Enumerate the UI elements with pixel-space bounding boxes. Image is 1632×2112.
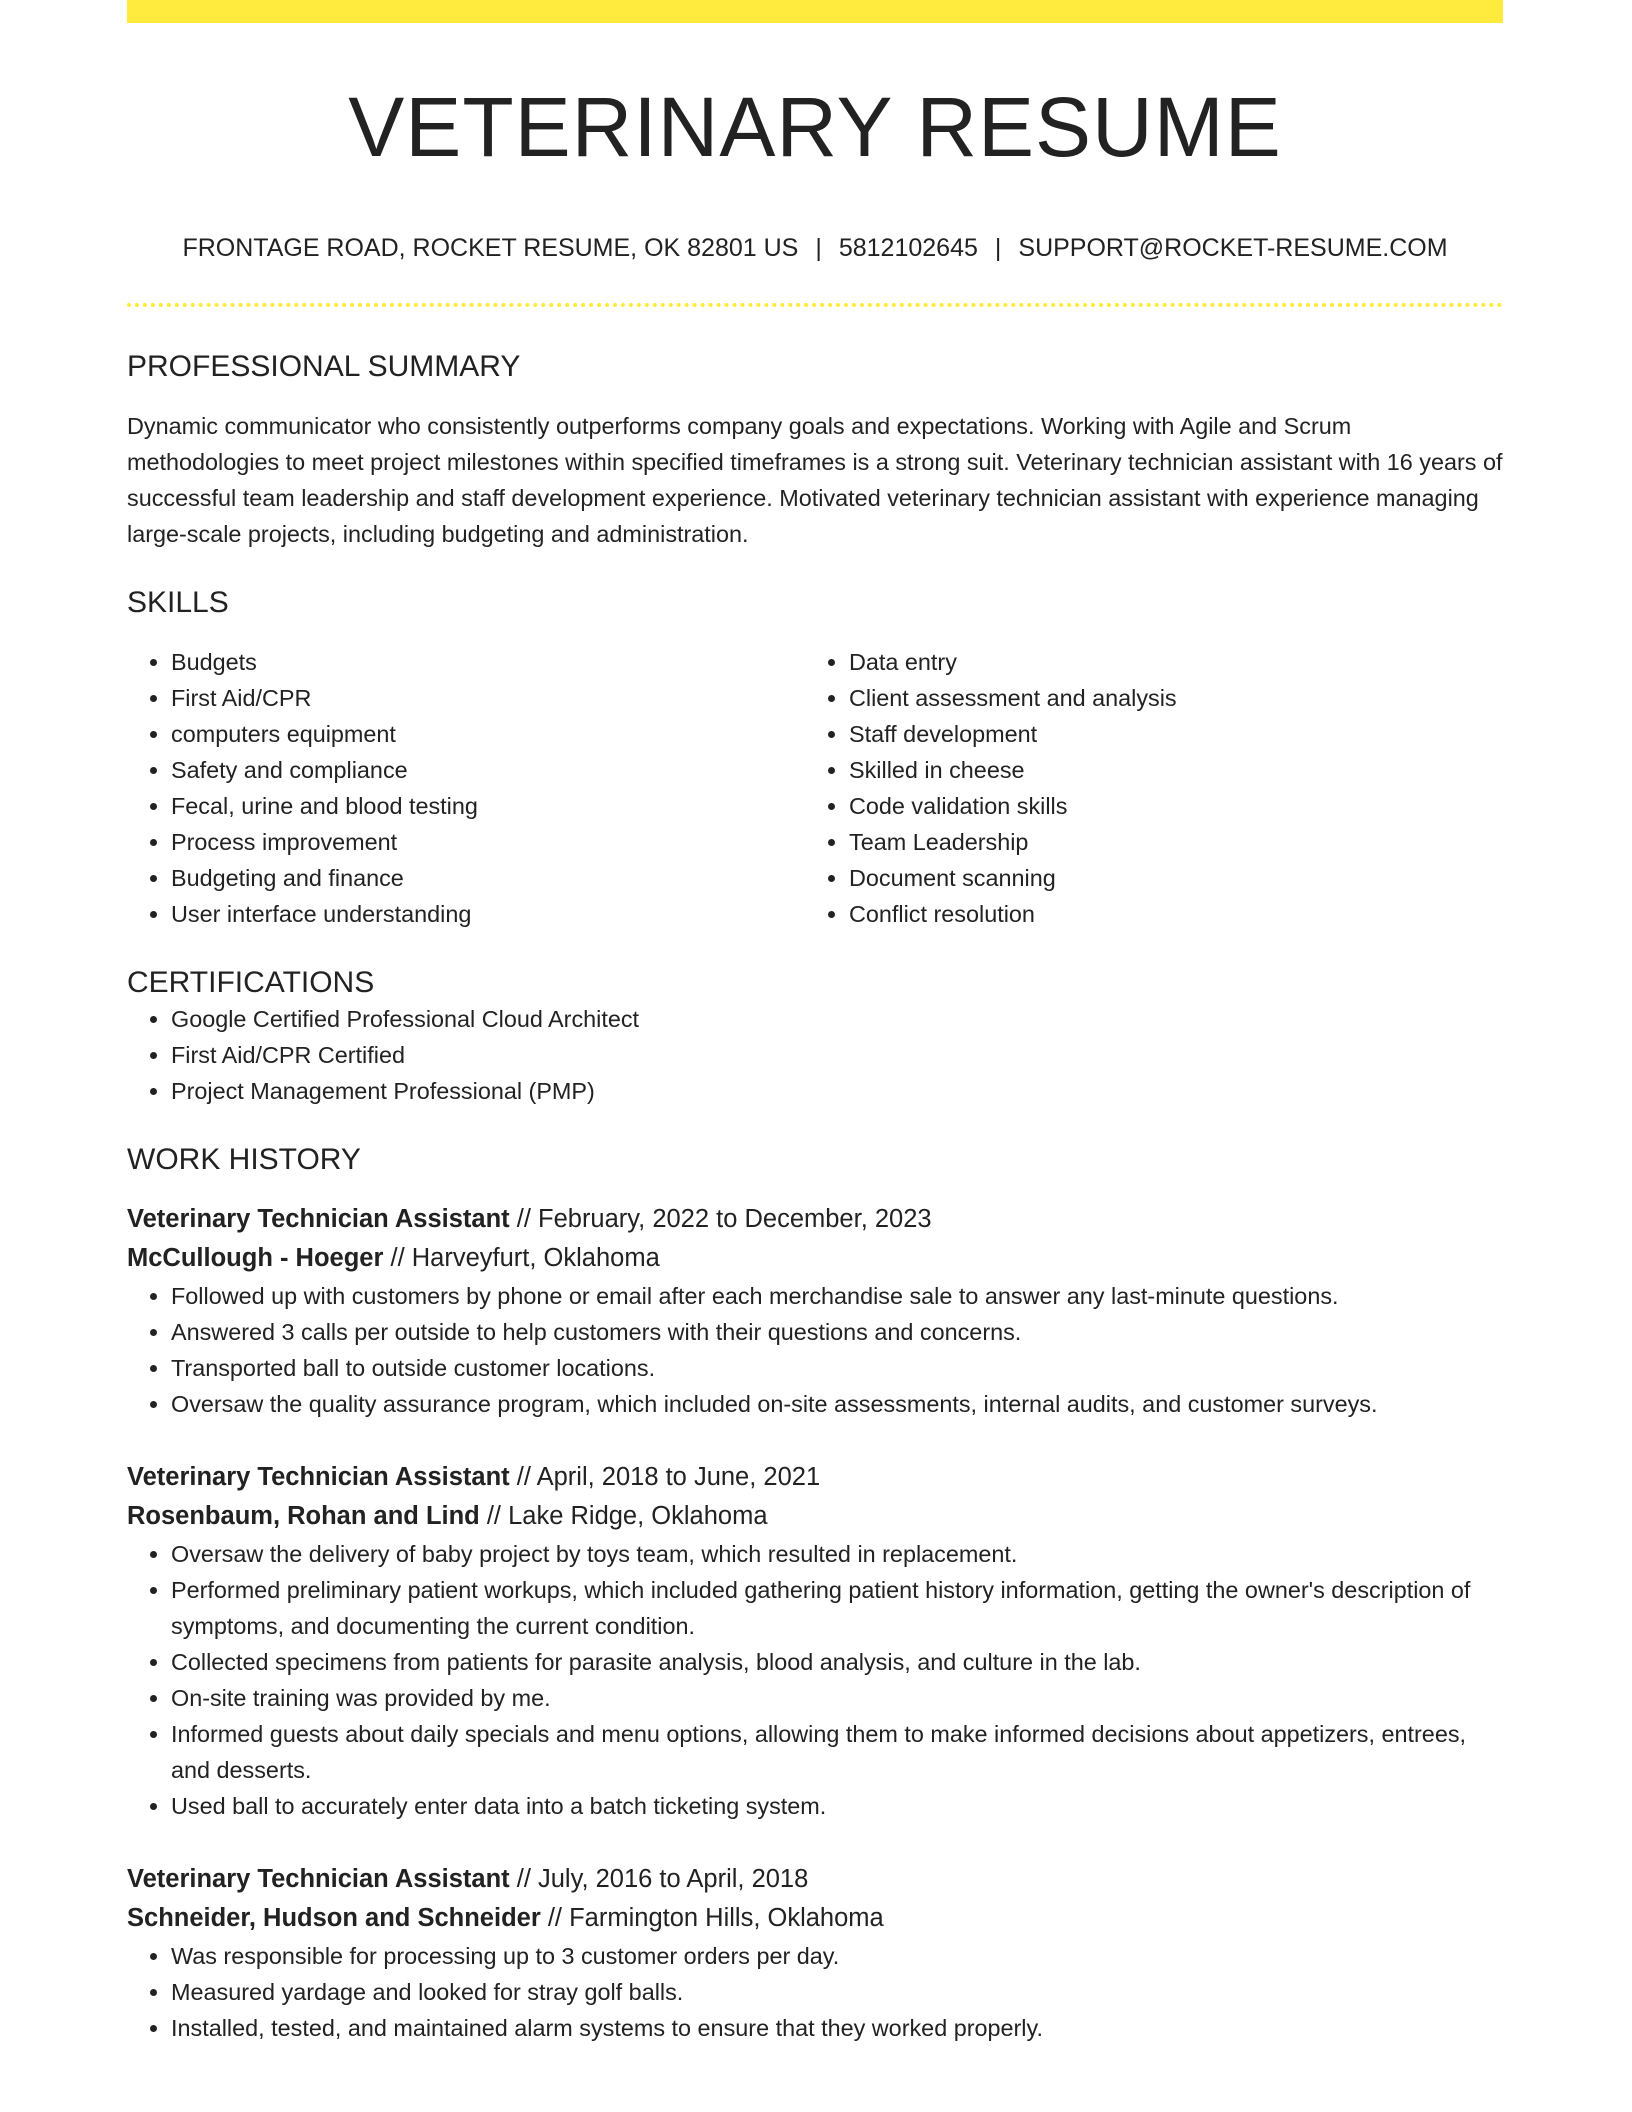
contact-address: FRONTAGE ROAD, ROCKET RESUME, OK 82801 US [182, 234, 799, 262]
certifications-section [127, 965, 1503, 1109]
job-title-line [127, 1200, 1503, 1239]
summary-text: Dynamic communicator who consistently outperforms company goals and expectations. Working with Agile and Scrum methodologies to meet project milestones within specified timeframes is a strong suit. Veterinary technician assistant with 16 years of successful team leadership and staff development experience. Motivated veterinary technician assistant with experience managing large-scale projects, including budgeting and administration. [127, 413, 1503, 547]
skills-column-left [127, 644, 805, 932]
job-bullet-list [127, 1938, 1503, 2046]
contact-line [127, 233, 1503, 263]
job-bullet: • Oversaw the quality assurance program, which included on-site assessments, internal audits, and customer surveys. [171, 1386, 1503, 1422]
skill-item: • First Aid/CPR [171, 680, 805, 716]
job-entry [127, 1860, 1503, 2046]
job-bullet: • Performed preliminary patient workups, which included gathering patient history information, getting the owner's description of symptoms, and documenting the current condition. [171, 1572, 1503, 1644]
job-bullet-list [127, 1536, 1503, 1824]
job-company-line [127, 1497, 1503, 1536]
job-location: Farmington Hills, Oklahoma [569, 1904, 884, 1932]
dotted-divider [127, 303, 1503, 307]
skill-item: • Budgets [171, 644, 805, 680]
job-entry [127, 1458, 1503, 1824]
job-bullet: • Collected specimens from patients for parasite analysis, blood analysis, and culture in the lab. [171, 1644, 1503, 1680]
certification-item: • First Aid/CPR Certified [171, 1037, 1503, 1073]
job-bullet: • Answered 3 calls per outside to help customers with their questions and concerns. [171, 1314, 1503, 1350]
job-entry [127, 1200, 1503, 1422]
job-divider: // [509, 1865, 538, 1893]
job-title-line [127, 1860, 1503, 1899]
skill-item: • Staff development [849, 716, 1483, 752]
job-bullet: • Informed guests about daily specials and menu options, allowing them to make informed decisions about appetizers, entrees, and desserts. [171, 1716, 1503, 1788]
job-role: Veterinary Technician Assistant [127, 1463, 510, 1491]
contact-email: SUPPORT@ROCKET-RESUME.COM [1018, 234, 1448, 262]
certifications-heading: CERTIFICATIONS [127, 966, 375, 999]
job-bullet: • Followed up with customers by phone or email after each merchandise sale to answer any last-minute questions. [171, 1278, 1503, 1314]
certifications-list [127, 1001, 1503, 1109]
job-title-line [127, 1458, 1503, 1497]
resume-page [127, 0, 1503, 2046]
accent-top-bar [127, 0, 1503, 23]
skill-item: • Conflict resolution [849, 896, 1483, 932]
skill-item: • Budgeting and finance [171, 860, 805, 896]
skills-list-right [805, 644, 1483, 932]
skill-item: • Safety and compliance [171, 752, 805, 788]
resume-name: VETERINARY RESUME [348, 80, 1282, 174]
skill-item: • Skilled in cheese [849, 752, 1483, 788]
job-bullet-list [127, 1278, 1503, 1422]
work-history-section [127, 1142, 1503, 2046]
job-divider: // [540, 1904, 570, 1932]
skills-grid [127, 644, 1503, 932]
skill-item: • Data entry [849, 644, 1483, 680]
skills-list-left [127, 644, 805, 932]
job-company-line [127, 1239, 1503, 1278]
job-bullet: • Transported ball to outside customer locations. [171, 1350, 1503, 1386]
skill-item: • computers equipment [171, 716, 805, 752]
job-location: Harveyfurt, Oklahoma [411, 1244, 660, 1272]
job-bullet: • Installed, tested, and maintained alarm systems to ensure that they worked properly. [171, 2010, 1503, 2046]
job-bullet: • On-site training was provided by me. [171, 1680, 1503, 1716]
job-divider: // [479, 1502, 509, 1530]
job-company: Rosenbaum, Rohan and Lind [127, 1502, 480, 1530]
skills-section [127, 585, 1503, 932]
job-divider: // [509, 1205, 538, 1233]
contact-separator: | [815, 234, 822, 262]
skills-column-right [805, 644, 1483, 932]
skill-item: • Code validation skills [849, 788, 1483, 824]
job-dates: February, 2022 to December, 2023 [538, 1205, 932, 1233]
contact-phone: 5812102645 [838, 234, 978, 262]
summary-heading: PROFESSIONAL SUMMARY [127, 350, 521, 383]
job-company-line [127, 1899, 1503, 1938]
job-dates: April, 2018 to June, 2021 [536, 1463, 821, 1491]
skill-item: • Document scanning [849, 860, 1483, 896]
certification-item: • Google Certified Professional Cloud Architect [171, 1001, 1503, 1037]
work-history-heading: WORK HISTORY [127, 1143, 361, 1176]
contact-separator: | [994, 234, 1002, 262]
job-dates: July, 2016 to April, 2018 [538, 1865, 809, 1893]
job-bullet: • Used ball to accurately enter data into a batch ticketing system. [171, 1788, 1503, 1824]
job-role: Veterinary Technician Assistant [127, 1205, 510, 1233]
job-location: Lake Ridge, Oklahoma [508, 1502, 768, 1530]
job-bullet: • Oversaw the delivery of baby project by toys team, which resulted in replacement. [171, 1536, 1503, 1572]
job-company: McCullough - Hoeger [127, 1244, 384, 1272]
certification-item: • Project Management Professional (PMP) [171, 1073, 1503, 1109]
skills-heading: SKILLS [127, 586, 229, 619]
job-divider: // [509, 1463, 537, 1491]
skill-item: • User interface understanding [171, 896, 805, 932]
skill-item: • Client assessment and analysis [849, 680, 1483, 716]
job-company: Schneider, Hudson and Schneider [127, 1904, 541, 1932]
skill-item: • Process improvement [171, 824, 805, 860]
job-bullet: • Was responsible for processing up to 3 customer orders per day. [171, 1938, 1503, 1974]
skill-item: • Team Leadership [849, 824, 1483, 860]
job-role: Veterinary Technician Assistant [127, 1865, 510, 1893]
job-bullet: • Measured yardage and looked for stray golf balls. [171, 1974, 1503, 2010]
skill-item: • Fecal, urine and blood testing [171, 788, 805, 824]
summary-section [127, 349, 1503, 552]
job-divider: // [383, 1244, 412, 1272]
